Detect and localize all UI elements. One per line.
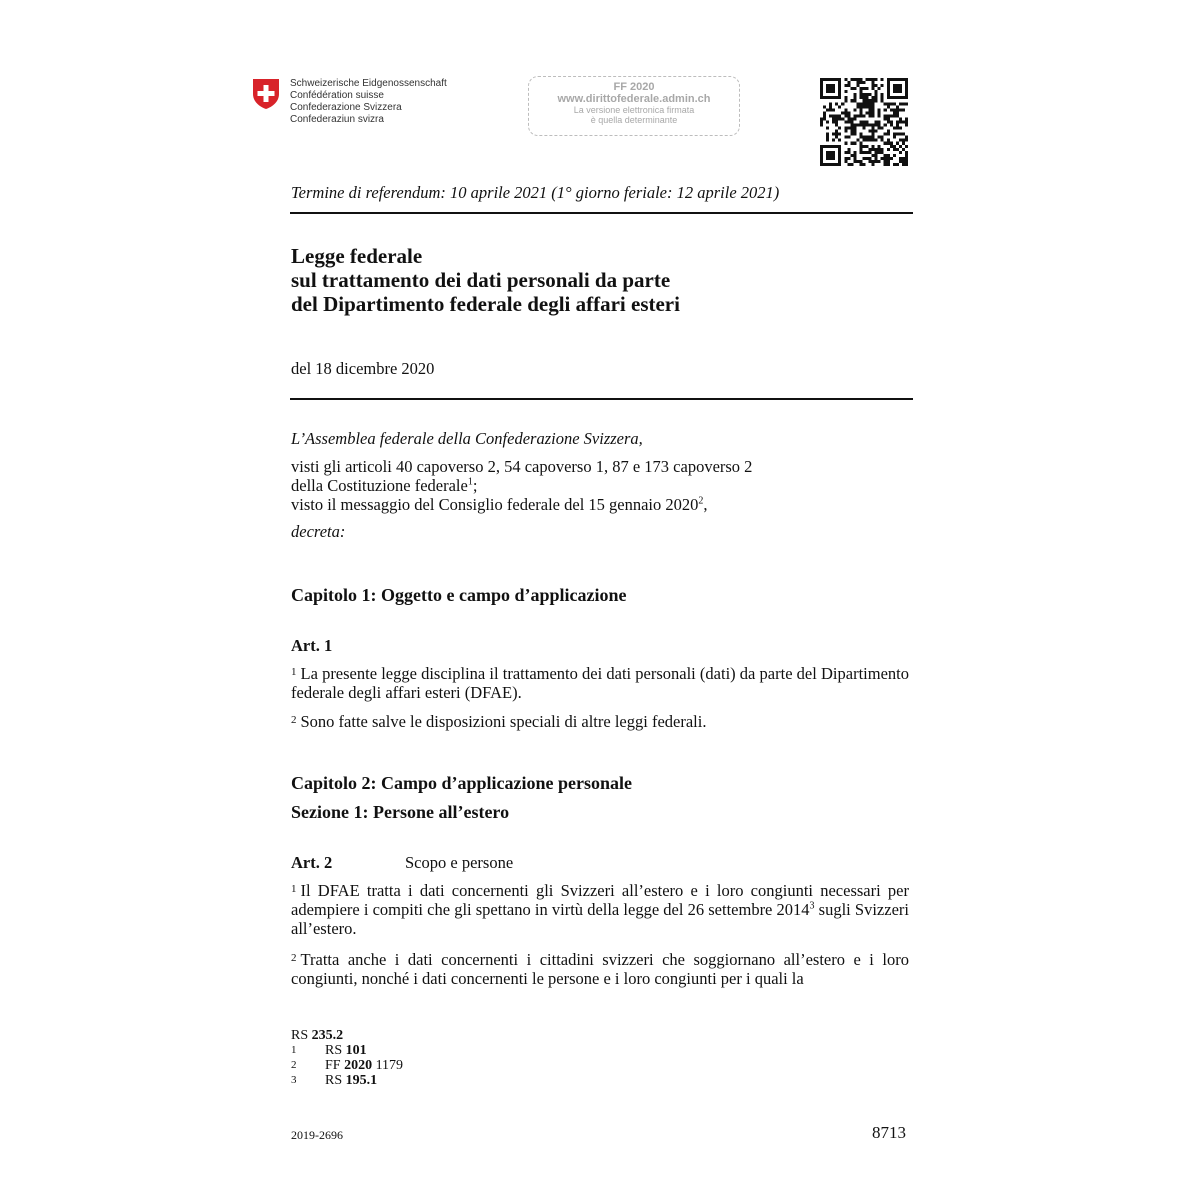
preamble-visti xyxy=(291,457,909,514)
chapter-2-title: Capitolo 2: Campo d’applicazione personale xyxy=(291,773,633,793)
preamble-visti-line-2 xyxy=(291,476,909,495)
paragraph-text: La presente legge disciplina il trattamento dei dati personali (dati) da parte del Dipartimento federale degli affari esteri (DFAE). xyxy=(291,664,909,702)
footnote-bold: 101 xyxy=(345,1043,367,1058)
divider xyxy=(290,212,913,214)
article-2-heading xyxy=(291,853,909,872)
page-title xyxy=(291,244,680,316)
article-2-label: Art. 2 xyxy=(291,853,333,872)
footnote-text xyxy=(325,1043,367,1058)
footnote-bold: 2020 xyxy=(344,1058,373,1073)
footnote-1 xyxy=(291,1043,403,1058)
footnote-prefix: RS xyxy=(325,1073,346,1088)
preamble-visti-line-1: visti gli articoli 40 capoverso 2, 54 capoverso 1, 87 e 173 capoverso 2 xyxy=(291,457,753,476)
footnote-ref: 3 xyxy=(809,900,815,912)
preamble-constitution: della Costituzione federale xyxy=(291,476,468,495)
footnote-text xyxy=(325,1073,377,1088)
footnote-2 xyxy=(291,1058,403,1073)
paragraph-text: Sono fatte salve le disposizioni speciali di altre leggi federali. xyxy=(300,712,707,731)
footnote-prefix: FF xyxy=(325,1058,345,1073)
footnote-number: 3 xyxy=(291,1074,297,1086)
referendum-deadline: Termine di referendum: 10 aprile 2021 (1° giorno feriale: 12 aprile 2021) xyxy=(291,183,780,202)
title-line-1: Legge federale xyxy=(291,244,423,268)
rs-number: 235.2 xyxy=(311,1028,344,1043)
section-1-title: Sezione 1: Persone all’estero xyxy=(291,802,510,822)
rs-prefix: RS xyxy=(291,1028,312,1043)
paragraph-number: 1 xyxy=(291,883,297,895)
footnote-ref: 1 xyxy=(467,476,473,488)
federal-org-names xyxy=(290,78,447,126)
paragraph-number: 2 xyxy=(291,952,297,964)
org-line-rm: Confederaziun svizra xyxy=(290,114,384,125)
preamble-message: visto il messaggio del Consiglio federale del 15 gennaio 2020 xyxy=(291,495,699,514)
article-1-paragraph-2 xyxy=(291,712,909,731)
law-date: del 18 dicembre 2020 xyxy=(291,359,435,378)
footnote-number: 1 xyxy=(291,1044,297,1056)
stamp-url: www.dirittofederale.admin.ch xyxy=(557,93,711,105)
stamp-note-2: è quella determinante xyxy=(590,115,678,125)
preamble-decreta: decreta: xyxy=(291,522,346,541)
footnote-bold: 195.1 xyxy=(345,1073,378,1088)
qr-code-icon xyxy=(820,78,908,166)
org-line-fr: Confédération suisse xyxy=(290,90,384,101)
article-1-paragraph-1 xyxy=(291,664,909,702)
electronic-version-stamp xyxy=(528,76,740,136)
article-2-title: Scopo e persone xyxy=(405,853,514,872)
stamp-ff: FF 2020 xyxy=(613,81,655,93)
article-2-paragraph-1 xyxy=(291,881,909,938)
org-line-it: Confederazione Svizzera xyxy=(290,102,402,113)
divider xyxy=(290,398,913,400)
page-number: 8713 xyxy=(872,1123,906,1142)
preamble-assembly: L’Assemblea federale della Confederazione Svizzera, xyxy=(291,429,643,448)
footnote-suffix: 1179 xyxy=(372,1058,404,1073)
paragraph-number: 2 xyxy=(291,714,297,726)
paragraph-text: Tratta anche i dati concernenti i cittadini svizzeri che soggiornano all’estero e i loro congiunti, nonché i dati concernenti le persone e i loro congiunti per i quali la xyxy=(291,950,909,988)
preamble-visto xyxy=(291,495,909,514)
swiss-coat-of-arms-icon xyxy=(252,78,280,110)
paragraph-text: Il DFAE tratta i dati concernenti gli Svizzeri all’estero e i loro congiunti necessari per adempiere i compiti che gli spettano in virtù della legge del 26 settembre 2014 xyxy=(291,881,909,919)
document-id: 2019-2696 xyxy=(291,1128,343,1142)
title-line-3: del Dipartimento federale degli affari esteri xyxy=(291,292,680,316)
paragraph-text-end: sugli Svizzeri all’estero. xyxy=(291,900,909,938)
footnote-number: 2 xyxy=(291,1059,297,1071)
footnote-text xyxy=(325,1058,403,1073)
chapter-1-title: Capitolo 1: Oggetto e campo d’applicazione xyxy=(291,585,627,605)
article-1-label: Art. 1 xyxy=(291,636,333,655)
title-line-2: sul trattamento dei dati personali da parte xyxy=(291,268,671,292)
footnotes xyxy=(291,1028,403,1088)
paragraph-number: 1 xyxy=(291,666,297,678)
stamp-note-1: La versione elettronica firmata xyxy=(573,105,695,115)
punctuation: , xyxy=(703,495,708,514)
footnote-ref: 2 xyxy=(698,495,704,507)
rs-reference xyxy=(291,1028,403,1043)
article-2-paragraph-2 xyxy=(291,950,909,988)
footnote-3 xyxy=(291,1073,403,1088)
org-line-de: Schweizerische Eidgenossenschaft xyxy=(290,78,447,89)
footnote-prefix: RS xyxy=(325,1043,346,1058)
punctuation: ; xyxy=(472,476,478,495)
